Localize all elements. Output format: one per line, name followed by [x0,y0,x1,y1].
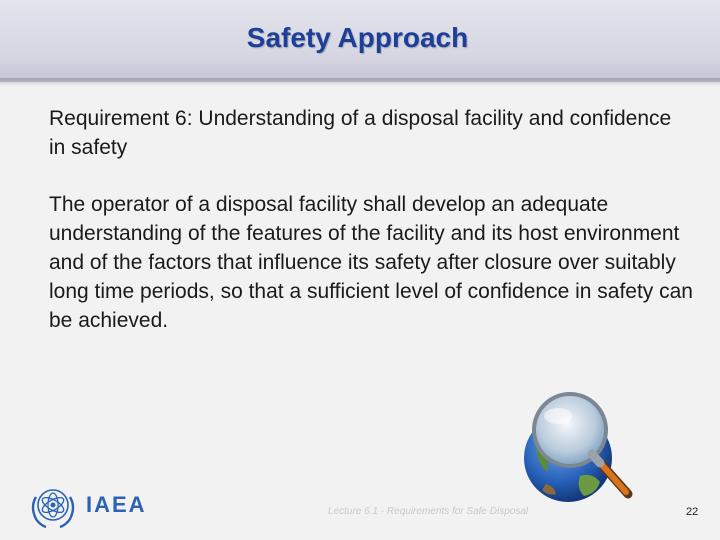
footer-caption: Lecture 6.1 - Requirements for Safe Disposal [328,506,529,517]
slide-title: Safety Approach [246,22,469,53]
requirement-body: The operator of a disposal facility shall develop an adequate understanding of the features of the facility and its host environment and of the factors that influence its safety after closure over suitably long time periods, so that a sufficient level of confidence in safety can be achieved. [49,193,693,332]
globe-magnifier-icon [518,388,638,506]
iaea-wordmark: IAEA [86,492,147,517]
iaea-logo-icon [28,483,78,529]
header-shadow [0,78,720,86]
page-number: 22 [686,506,699,518]
requirement-heading: Requirement 6: Understanding of a disposal facility and confidence in safety [49,107,672,159]
